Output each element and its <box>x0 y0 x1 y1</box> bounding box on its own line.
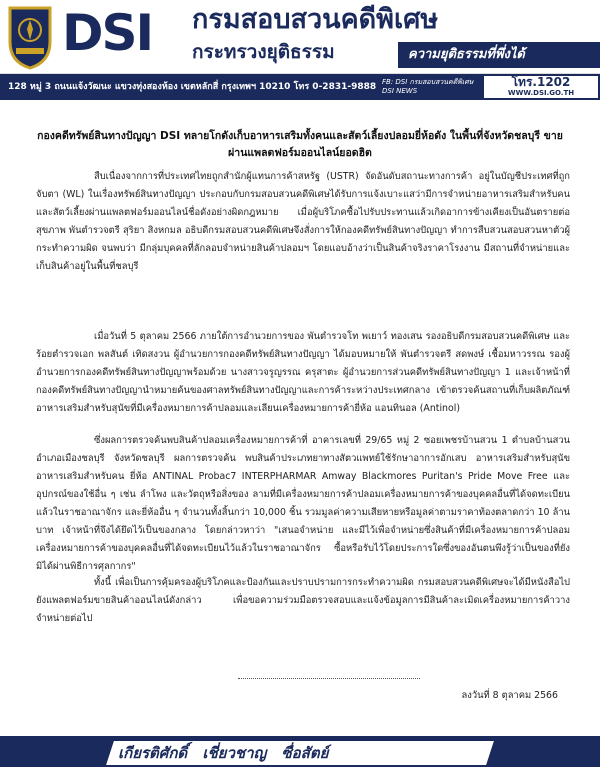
brand-mark: DSI <box>62 4 153 62</box>
article-paragraph <box>36 432 570 576</box>
article-paragraph <box>36 328 570 418</box>
article-paragraph <box>36 168 570 276</box>
website-url: WWW.DSI.GO.TH <box>507 89 575 97</box>
separator-line <box>238 678 420 679</box>
hotline-box <box>484 76 598 98</box>
page-header <box>0 0 600 74</box>
dsi-emblem-icon <box>6 4 54 70</box>
address-text: 128 หมู่ 3 ถนนแจ้งวัฒนะ แขวงทุ่งสองห้อง เขตหลักสี่ กรุงเทพฯ 10210 โทร 0-2831-9888 <box>8 82 377 92</box>
paragraph-text: ทั้งนี้ เพื่อเป็นการคุ้มครองผู้บริโภคและป้องกันและปราบปรามการกระทำความผิด กรมสอบสวนคดีพิเศษจะได้มีหนังสือไปยังแพลตฟอร์มขายสินค้าออนไลน์ดังกล่าว เพื่อขอความร่วมมือตรวจสอบและแจ้งข้อมูลการมีสินค้าละเมิดเครื่องหมายการค้าวางจำหน่ายต่อไป <box>36 577 570 624</box>
footer-motto: เกียรติศักดิ์ เชี่ยวชาญ ซื่อสัตย์ <box>118 744 329 762</box>
article-paragraph <box>36 574 570 628</box>
hotline-number: โทร.1202 <box>511 75 571 89</box>
facebook-text: FB: DSI กรมสอบสวนคดีพิเศษ <box>382 78 474 86</box>
ministry-name: กระทรวงยุติธรรม <box>192 41 335 63</box>
social-info <box>382 78 473 96</box>
release-date: ลงวันที่ 8 ตุลาคม 2566 <box>461 690 558 701</box>
agency-name: กรมสอบสวนคดีพิเศษ <box>192 4 439 35</box>
page-footer <box>0 736 600 767</box>
news-text: DSI NEWS <box>382 87 418 95</box>
paragraph-text: เมื่อวันที่ 5 ตุลาคม 2566 ภายใต้การอำนวยการของ พันตำรวจโท พเยาว์ ทองเสน รองอธิบดีกรมสอบสวนคดีพิเศษ และร้อยตำรวจเอก พลสันต์ เทิดสงวน ผู้อำนวยการกองคดีทรัพย์สินทางปัญญา ได้มอบหมายให้ พันตำรวจตรี สดพงษ์ เชื้อมหาวรรณ รองผู้อำนวยการกองคดีทรัพย์สินทางปัญญาพร้อมด้วย นางสาวจรูญรรณ ครุสาตะ ผู้อำนวยการส่วนคดีทรัพย์สินทางปัญญา 1 และเจ้าหน้าที่กองคดีทรัพย์สินทางปัญญานำหมายค้นของศาลทรัพย์สินทางปัญญาและการค้าระหว่างประเทศกลาง เข้าตรวจค้นสถานที่เก็บผลิตภัณฑ์อาหารเสริมสำหรับสุนัขที่มีเครื่องหมายการค้าปลอมและเลียนเครื่องหมายการค้ายี่ห้อ แอนทินอล (Antinol) <box>36 331 570 414</box>
article-title: กองคดีทรัพย์สินทางปัญญา DSI ทลายโกดังเก็บอาหารเสริมทั้งคนและสัตว์เลี้ยงปลอมยี่ห้อดัง ในพื้นที่จังหวัดชลบุรี ขายผ่านแพลตฟอร์มออนไลน์ยอดฮิต <box>37 130 563 159</box>
paragraph-text: สืบเนื่องจากการที่ประเทศไทยถูกสำนักผู้แทนการค้าสหรัฐ (USTR) จัดอันดับสถานะทางการค้า อยู่ในบัญชีประเทศที่ถูกจับตา (WL) ในเรื่องทรัพย์สินทางปัญญา ประกอบกับกรมสอบสวนคดีพิเศษได้รับการแจ้งเบาะแสว่ามีการจำหน่ายอาหารเสริมสำหรับคนและสัตว์เลี้ยงผ่านแพลตฟอร์มออนไลน์ชื่อดังอย่างผิดกฎหมาย เมื่อผู้บริโภคซื้อไปรับประทานแล้วเกิดอาการข้างเคียงเป็นอันตรายต่อสุขภาพ พันตำรวจตรี สุริยา สิงหกมล อธิบดีกรมสอบสวนคดีพิเศษจึงสั่งการให้กองคดีทรัพย์สินทางปัญญา ทำการสืบสวนสอบสวนหาตัวผู้กระทำความผิด จนพบว่า มีกลุ่มบุคคลที่ลักลอบจำหน่ายสินค้าปลอมฯ โดยแอบอ้างว่าเป็นสินค้าจริงราคาโรงงาน มีสถานที่จำหน่ายและเก็บสินค้าอยู่ในพื้นที่ชลบุรี <box>36 171 570 272</box>
slogan-banner: ความยุติธรรมที่พึ่งได้ <box>398 42 600 68</box>
paragraph-text: ซึ่งผลการตรวจค้นพบสินค้าปลอมเครื่องหมายการค้าที่ อาคารเลขที่ 29/65 หมู่ 2 ซอยเพชรบ้านสวน 1 ตำบลบ้านสวน อำเภอเมืองชลบุรี จังหวัดชลบุรี ผลการตรวจค้น พบสินค้าประเภทยาทางสัตวแพทย์ใช้รักษาอาการอักเสบ อาหารเสริมสำหรับสุนัข อาหารเสริมสำหรับคน ยี่ห้อ ANTINAL Probac7 INTERPHARMAR Amway Blackmores Puritan's Pride Move Free และอุปกรณ์ของใช้อื่น ๆ เช่น ลำโพง และวัตถุหรือสิ่งของ ลามที่มีเครื่องหมายการค้าปลอมเครื่องหมายการค้าของบุคคลอื่นที่ได้จดทะเบียนแล้วในราชอาณาจักร และยี่ห้ออื่น ๆ จำนวนทั้งสิ้นกว่า 10,000 ชิ้น รวมมูลค่าความเสียหายหรือมูลค่าตามราคาท้องตลาดกว่า 10 ล้านบาท เจ้าหน้าที่จึงได้ยึดไว้เป็นของกลาง โดยกล่าวหาว่า "เสนอจำหน่าย และมีไว้เพื่อจำหน่ายซึ่งสินค้าที่มีเครื่องหมายการค้าปลอมเครื่องหมายการค้าของบุคคลอื่นที่ได้จดทะเบียนไว้แล้วในราชอาณาจักร ซื้อหรือรับไว้โดยประการใดซึ่งของอันตนพึงรู้ว่าเป็นของที่ยังมิได้ผ่านพิธีการศุลกากร" <box>36 435 570 572</box>
